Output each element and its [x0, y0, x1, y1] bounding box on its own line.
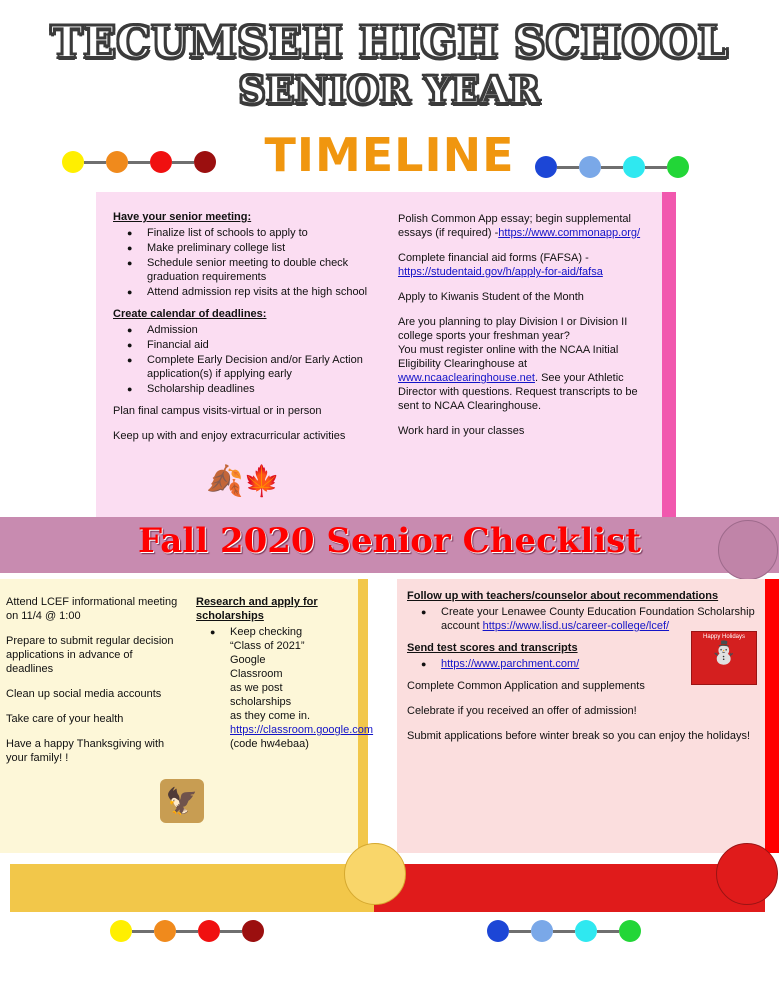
list-item: ● Scholarship deadlines — [143, 382, 391, 396]
scholarships-heading: Research and apply for scholarships — [196, 596, 318, 622]
keep-checking-l1: Keep checking — [230, 626, 303, 638]
dot-cyan — [623, 156, 645, 178]
snowman-image — [691, 631, 757, 685]
deadlines-calendar-heading: Create calendar of deadlines: — [113, 308, 267, 320]
dot-lightblue — [579, 156, 601, 178]
list-item — [437, 605, 759, 633]
list-item: ● Admission — [143, 323, 391, 337]
regular-decision-text: Prepare to submit regular decision applications in advance of deadlines — [6, 635, 174, 675]
keep-checking-l3: Google Classroom — [230, 654, 283, 680]
chain-link — [176, 930, 198, 933]
timeline-left-column — [113, 210, 391, 454]
ncaa-text — [398, 315, 641, 413]
keep-checking-l2: “Class of 2021” — [230, 640, 305, 652]
holiday-card-caption: Happy Holidays — [702, 634, 746, 640]
lcef-link[interactable]: https://www.lisd.us/career-college/lcef/ — [482, 620, 670, 632]
chain-link — [557, 166, 579, 169]
test-scores-heading: Send test scores and transcripts — [407, 642, 578, 654]
list-item: ● Schedule senior meeting to double check graduation requirements — [143, 256, 391, 284]
chain-link — [601, 166, 623, 169]
checklist-right-panel — [397, 579, 765, 853]
deadlines-calendar-list — [113, 323, 391, 396]
dot-lightblue — [531, 920, 553, 942]
lcef-account-label: Create your Lenawee County Education Foundation Scholarship account — [441, 606, 755, 632]
list-item — [226, 625, 374, 751]
checklist-right-accent — [765, 579, 779, 853]
ncaa-clearinghouse-link[interactable]: www.ncaaclearinghouse.net — [398, 372, 535, 384]
ncaa-transcripts: . See your Athletic Director with questions. Request transcripts to be sent to NCAA Clearinghouse. — [398, 372, 638, 412]
dot-red — [150, 151, 172, 173]
celebrate-text: Celebrate if you received an offer of admission! — [407, 705, 637, 717]
autumn-leaves-icon: 🍂🍁 — [206, 465, 281, 498]
checklist-left-panel — [0, 579, 374, 853]
dot-green — [667, 156, 689, 178]
list-item: ● Complete Early Decision and/or Early Action application(s) if applying early — [143, 353, 391, 381]
keep-checking-l6: as they come in. — [230, 710, 311, 722]
dot-darkred — [242, 920, 264, 942]
submit-before-break-text: Submit applications before winter break so you can enjoy the holidays! — [407, 730, 751, 742]
extracurriculars-text: Keep up with and enjoy extracurricular activities — [113, 430, 346, 442]
chain-link — [509, 930, 531, 933]
commonapp-link[interactable]: https://www.commonapp.org/ — [498, 227, 641, 239]
footer-bar-yellow — [10, 864, 374, 912]
common-app-essay-label: Polish Common App essay; begin supplemental essays (if required) - — [398, 213, 631, 239]
common-app-essay-text — [398, 212, 641, 240]
timeline-right-column — [398, 212, 641, 449]
fafsa-link[interactable]: https://studentaid.gov/h/apply-for-aid/fafsa — [398, 266, 603, 278]
dot-chain-top-left — [62, 151, 216, 173]
health-text: Take care of your health — [6, 713, 124, 725]
dot-green — [619, 920, 641, 942]
dot-darkred — [194, 151, 216, 173]
senior-meeting-heading: Have your senior meeting: — [113, 211, 252, 223]
footer-circle-yellow — [344, 843, 406, 905]
checklist-left-column-b — [196, 595, 374, 759]
banner-decorative-circle — [718, 520, 778, 580]
dot-chain-bottom-left — [110, 920, 264, 942]
chain-link — [597, 930, 619, 933]
dot-red — [198, 920, 220, 942]
panel-accent-stripe — [662, 192, 676, 517]
thanksgiving-text: Have a happy Thanksgiving with your family! ! — [6, 738, 165, 764]
keep-checking-l4: as we post — [230, 682, 283, 694]
chain-link — [645, 166, 667, 169]
recommendations-list — [407, 605, 759, 633]
kiwanis-text: Apply to Kiwanis Student of the Month — [398, 291, 584, 303]
parchment-link[interactable]: https://www.parchment.com/ — [441, 658, 580, 670]
list-item: ● Finalize list of schools to apply to — [143, 226, 391, 240]
classroom-code: (code hw4ebaa) — [230, 738, 309, 750]
lcef-meeting-text: Attend LCEF informational meeting on 11/4 @ 1:00 — [6, 596, 178, 622]
timeline-heading: TIMELINE — [264, 128, 515, 182]
fafsa-label: Complete financial aid forms (FAFSA) - — [398, 252, 589, 264]
page-title-line2: SENIOR YEAR — [238, 68, 541, 112]
list-item: ● Make preliminary college list — [143, 241, 391, 255]
fall-timeline-panel — [96, 192, 676, 517]
dot-yellow — [62, 151, 84, 173]
dot-cyan — [575, 920, 597, 942]
dot-chain-bottom-right — [487, 920, 641, 942]
dot-blue — [535, 156, 557, 178]
snowman-glyph: ⛄ — [710, 640, 738, 665]
recommendations-heading: Follow up with teachers/counselor about recommendations — [407, 590, 719, 602]
footer-bar-red — [374, 864, 765, 912]
chain-link — [172, 161, 194, 164]
list-item: ● Financial aid — [143, 338, 391, 352]
dot-yellow — [110, 920, 132, 942]
chain-link — [132, 930, 154, 933]
keep-checking-l5: scholarships — [230, 696, 292, 708]
fafsa-text — [398, 251, 641, 279]
senior-meeting-list — [113, 226, 391, 299]
ncaa-question: Are you planning to play Division I or Division II college sports your freshman year? — [398, 316, 628, 342]
list-item: ● Attend admission rep visits at the high school — [143, 285, 391, 299]
dot-chain-top-right — [535, 156, 689, 178]
dot-blue — [487, 920, 509, 942]
scholarships-list — [196, 625, 374, 751]
dot-orange — [154, 920, 176, 942]
ncaa-register: You must register online with the NCAA Initial Eligibility Clearinghouse at — [398, 344, 619, 370]
chain-link — [84, 161, 106, 164]
social-media-text: Clean up social media accounts — [6, 688, 162, 700]
google-classroom-link[interactable]: https://classroom.google.com — [230, 724, 374, 736]
checklist-left-accent — [358, 579, 368, 853]
checklist-left-column-a — [6, 595, 181, 776]
turkey-image: 🦅 — [160, 779, 204, 823]
chain-link — [128, 161, 150, 164]
checklist-banner-title: Fall 2020 Senior Checklist — [137, 521, 642, 561]
chain-link — [553, 930, 575, 933]
chain-link — [220, 930, 242, 933]
page-title-line1: TECUMSEH HIGH SCHOOL — [50, 18, 729, 68]
common-app-complete-text: Complete Common Application and supplements — [407, 680, 645, 692]
dot-orange — [106, 151, 128, 173]
work-hard-text: Work hard in your classes — [398, 425, 525, 437]
campus-visits-text: Plan final campus visits-virtual or in person — [113, 405, 322, 417]
footer-circle-red — [716, 843, 778, 905]
